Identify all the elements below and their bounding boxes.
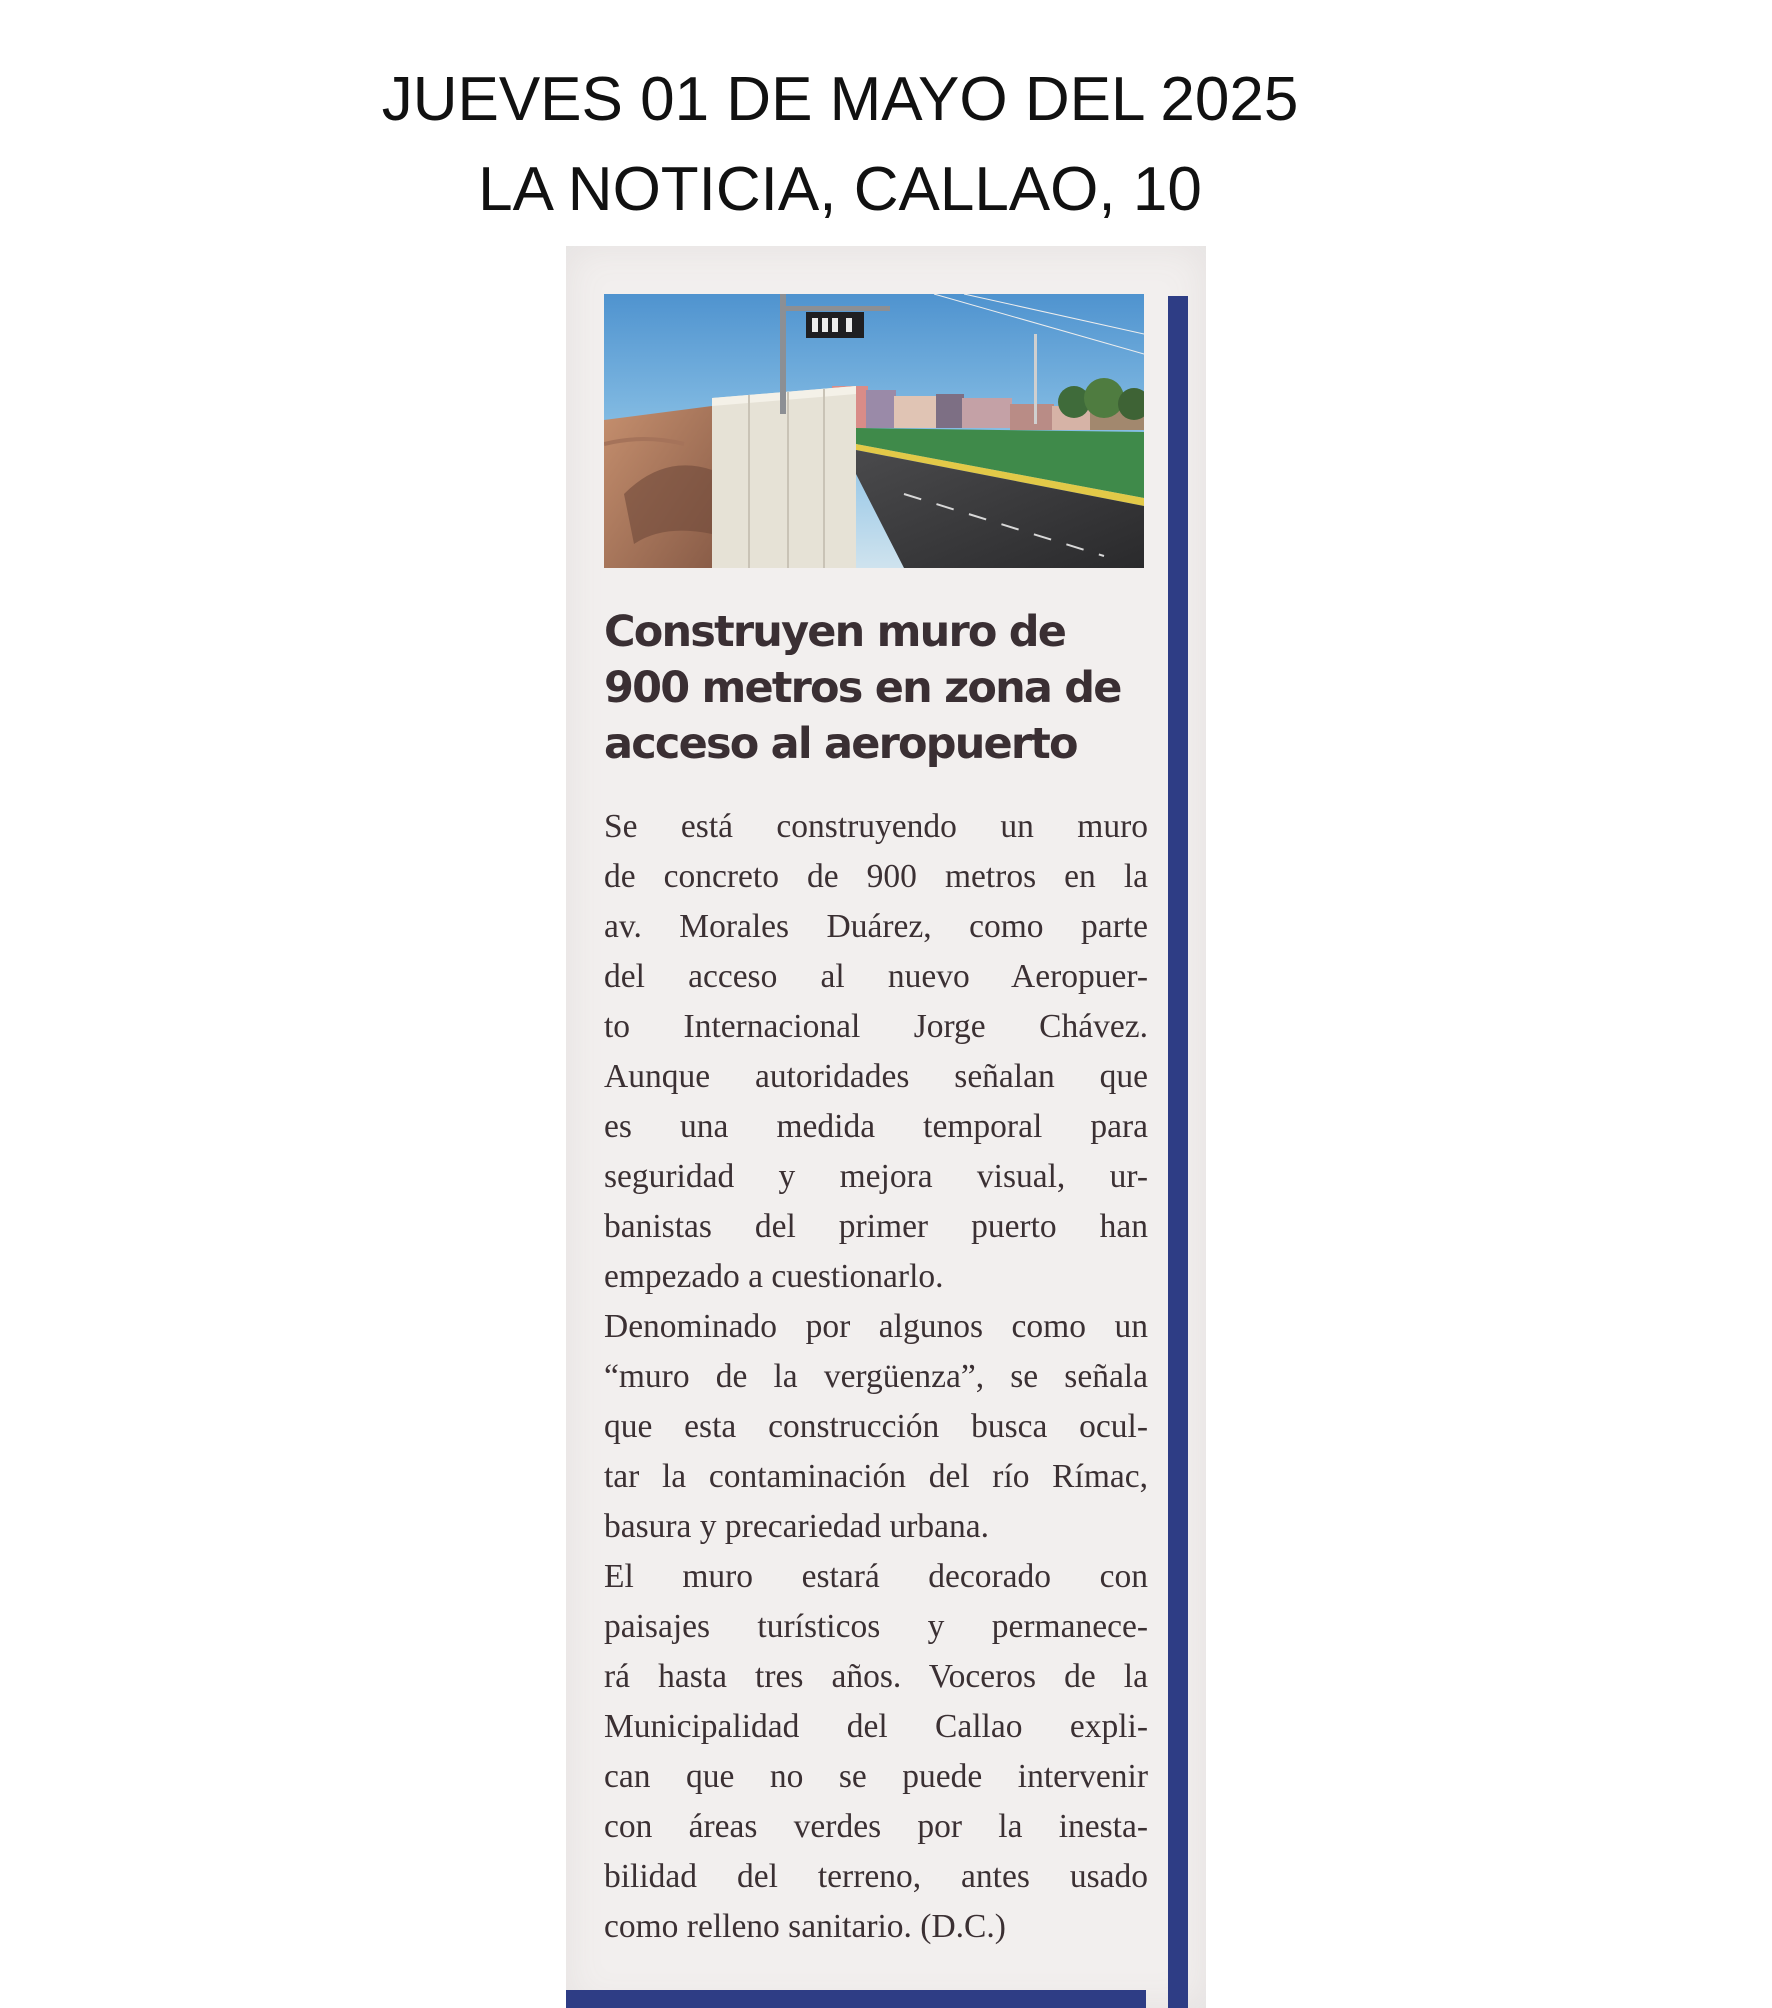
text-line: can que no se puede intervenir: [604, 1758, 1148, 1795]
text-line: como relleno sanitario. (D.C.): [604, 1908, 1006, 1945]
text-line: Denominado por algunos como un: [604, 1308, 1148, 1345]
headline-line: acceso al aeropuerto: [604, 719, 1077, 769]
text-line: es una medida temporal para: [604, 1108, 1148, 1145]
article-headline: [604, 604, 1164, 772]
text-line: Aunque autoridades señalan que: [604, 1058, 1148, 1095]
text-line: con áreas verdes por la inesta-: [604, 1808, 1148, 1845]
text-line: basura y precariedad urbana.: [604, 1508, 990, 1545]
text-line: El muro estará decorado con: [604, 1558, 1148, 1595]
text-line: bilidad del terreno, antes usado: [604, 1858, 1148, 1895]
text-line: de concreto de 900 metros en la: [604, 858, 1148, 895]
headline-line: Construyen muro de: [604, 607, 1066, 657]
text-line: seguridad y mejora visual, ur-: [604, 1158, 1148, 1195]
headline-line: 900 metros en zona de: [604, 663, 1121, 713]
text-line: que esta construcción busca ocul-: [604, 1408, 1148, 1445]
text-line: banistas del primer puerto han: [604, 1208, 1148, 1245]
text-line: empezado a cuestionarlo.: [604, 1258, 944, 1295]
text-line: “muro de la vergüenza”, se señala: [604, 1358, 1148, 1395]
text-line: Se está construyendo un muro: [604, 808, 1148, 845]
paragraph-1: [604, 802, 1148, 1302]
paragraph-2: [604, 1302, 1148, 1552]
column-rule-bottom: [566, 1990, 1146, 2008]
text-line: av. Morales Duárez, como parte: [604, 908, 1148, 945]
text-line: Municipalidad del Callao expli-: [604, 1708, 1148, 1745]
text-line: paisajes turísticos y permanece-: [604, 1608, 1148, 1645]
text-line: rá hasta tres años. Voceros de la: [604, 1658, 1148, 1695]
paragraph-3: [604, 1552, 1148, 1952]
text-line: to Internacional Jorge Chávez.: [604, 1008, 1148, 1045]
publication-date: JUEVES 01 DE MAYO DEL 2025: [381, 65, 1299, 134]
text-line: tar la contaminación del río Rímac,: [604, 1458, 1148, 1495]
article-photo: [604, 294, 1144, 568]
publication-source: LA NOTICIA, CALLAO, 10: [478, 155, 1202, 224]
article-body: [604, 802, 1148, 1952]
text-line: del acceso al nuevo Aeropuer-: [604, 958, 1148, 995]
column-rule-right: [1168, 296, 1188, 2008]
